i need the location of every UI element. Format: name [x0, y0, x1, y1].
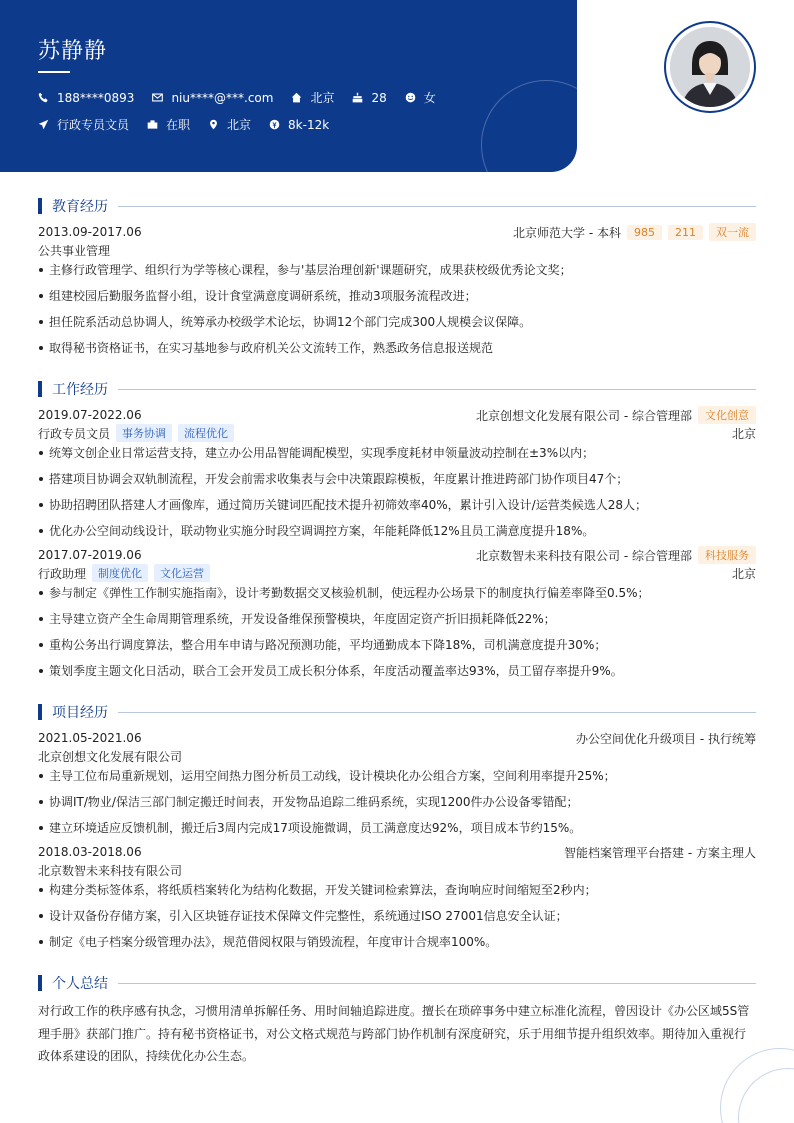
home-icon — [291, 92, 302, 103]
summary-text: 对行政工作的秩序感有执念，习惯用清单拆解任务、用时间轴追踪进度。擅长在琐碎事务中建立标准化流程，曾因设计《办公区域5S管理手册》获部门推广。持有秘书资格证书，对公文格式规范与跨部门协作机制有深度研究，乐于用细节提升组织效率。期待加入重视行政体系建设的团队，持续优化办公生态。 — [38, 1004, 750, 1063]
project-date: 2018.03-2018.06 — [38, 845, 142, 859]
section-summary — [38, 973, 756, 993]
job-target: 行政专员文员 — [57, 118, 130, 132]
section-education — [38, 196, 756, 216]
list-item: 策划季度主题文化日活动，联合工会开发员工成长积分体系，年度活动覆盖率达93%，员工留存率提升9%。 — [38, 662, 756, 680]
skill-tag: 文化运营 — [154, 564, 210, 582]
work-title-row-2 — [38, 564, 756, 582]
skill-tag: 流程优化 — [178, 424, 234, 442]
project-name-role: 智能档案管理平台搭建 - 方案主理人 — [564, 845, 756, 860]
map-pin-icon — [208, 119, 219, 130]
list-item: 担任院系活动总协调人，统筹承办校级学术论坛，协调12个部门完成300人规模会议保障。 — [38, 313, 756, 331]
list-item: 参与制定《弹性工作制实施指南》，设计考勤数据交叉核验机制，使远程办公场景下的制度执行偏差率降至0.5%； — [38, 584, 756, 602]
section-title: 工作经历 — [52, 382, 108, 398]
profile-photo — [670, 27, 750, 107]
list-item: 主修行政管理学、组织行为学等核心课程，参与'基层治理创新'课题研究，成果获校级优秀论文奖； — [38, 261, 756, 279]
skill-tag: 事务协调 — [116, 424, 172, 442]
list-item: 设计双备份存储方案，引入区块链存证技术保障文件完整性，系统通过ISO 27001信息安全认证； — [38, 907, 756, 925]
edu-bullets — [38, 261, 756, 357]
section-title: 项目经历 — [52, 705, 108, 721]
header-banner — [0, 0, 577, 172]
work-date: 2019.07-2022.06 — [38, 408, 142, 422]
phone-item — [38, 91, 134, 105]
list-item: 建立环境适应反馈机制，搬迁后3周内完成17项设施微调，员工满意度达92%，项目成本节约15%。 — [38, 819, 756, 837]
list-item: 主导工位布局重新规划，运用空间热力图分析员工动线，设计模块化办公组合方案，空间利用率提升25%； — [38, 767, 756, 785]
status-item — [147, 116, 190, 133]
section-work — [38, 379, 756, 399]
project-bullets-1 — [38, 767, 756, 837]
gender-item — [405, 89, 436, 106]
project-header-2 — [38, 843, 756, 861]
badge-211: 211 — [668, 225, 703, 240]
list-item: 主导建立资产全生命周期管理系统，开发设备维保预警模块，年度固定资产折旧损耗降低22%； — [38, 610, 756, 628]
email: niu****@***.com — [171, 90, 274, 105]
list-item: 制定《电子档案分级管理办法》，规范借阅权限与销毁流程，年度审计合规率100%。 — [38, 933, 756, 951]
phone: 188****0893 — [57, 90, 135, 105]
list-item: 组建校园后勤服务监督小组，设计食堂满意度调研系统，推动3项服务流程改进； — [38, 287, 756, 305]
list-item: 取得秘书资格证书，在实习基地参与政府机关公文流转工作，熟悉政务信息报送规范 — [38, 339, 756, 357]
list-item: 重构公务出行调度算法，整合用车申请与路况预测功能，平均通勤成本下降18%，司机满意度提升30%； — [38, 636, 756, 654]
section-title: 个人总结 — [52, 976, 108, 992]
list-item: 搭建项目协调会双轨制流程，开发会前需求收集表与会中决策跟踪模板，年度累计推进跨部门协作项目47个； — [38, 470, 756, 488]
industry-badge: 科技服务 — [698, 546, 756, 564]
work-title: 行政专员文员 — [38, 426, 111, 441]
list-item: 统筹文创企业日常运营支持，建立办公用品智能调配模型，实现季度耗材申领量波动控制在±3%以内； — [38, 444, 756, 462]
list-item: 优化办公空间动线设计，联动物业实施分时段空调调控方案，年能耗降低12%且员工满意度提升18%。 — [38, 522, 756, 540]
edu-school: 北京师范大学 - 本科 — [513, 225, 621, 240]
project-company: 北京创想文化发展有限公司 — [38, 749, 183, 764]
contact-row — [38, 89, 454, 106]
project-header-1 — [38, 729, 756, 747]
work-title-row-1 — [38, 424, 756, 442]
work-city: 北京 — [731, 566, 756, 581]
edu-major: 公共事业管理 — [38, 243, 111, 258]
job-target-item — [38, 116, 129, 133]
section-projects — [38, 702, 756, 722]
job-status: 在职 — [166, 118, 191, 132]
project-bullets-2 — [38, 881, 756, 951]
badge-double-first-class: 双一流 — [709, 223, 756, 241]
briefcase-icon — [147, 119, 158, 130]
age: 28 — [371, 90, 387, 105]
edu-date: 2013.09-2017.06 — [38, 225, 142, 239]
email-item — [152, 91, 273, 105]
project-company-row-1 — [38, 747, 756, 765]
work-city: 北京 — [731, 426, 756, 441]
industry-badge: 文化创意 — [698, 406, 756, 424]
cake-icon — [352, 92, 363, 103]
edu-major-row — [38, 241, 756, 259]
project-name-role: 办公空间优化升级项目 - 执行统筹 — [576, 731, 756, 746]
salary: 8k-12k — [288, 117, 330, 132]
candidate-name: 苏静静 — [38, 39, 108, 64]
work-date: 2017.07-2019.06 — [38, 548, 142, 562]
work-header-2 — [38, 546, 756, 564]
decorative-ring — [481, 80, 577, 172]
avatar — [664, 21, 756, 113]
smile-icon — [405, 92, 416, 103]
gender: 女 — [423, 91, 436, 105]
work-header-1 — [38, 406, 756, 424]
project-company: 北京数智未来科技有限公司 — [38, 863, 183, 878]
list-item: 协调IT/物业/保洁三部门制定搬迁时间表，开发物品追踪二维码系统，实现1200件办公设备零错配； — [38, 793, 756, 811]
work-company: 北京创想文化发展有限公司 - 综合管理部 — [476, 408, 692, 423]
phone-icon — [38, 92, 49, 103]
work-bullets-2 — [38, 584, 756, 680]
send-icon — [38, 119, 49, 130]
money-icon — [269, 119, 280, 130]
name-underline — [38, 71, 70, 73]
age-item — [352, 91, 386, 105]
location: 北京 — [310, 91, 335, 105]
location-item — [291, 89, 334, 106]
list-item: 构建分类标签体系，将纸质档案转化为结构化数据，开发关键词检索算法，查询响应时间缩短至2秒内； — [38, 881, 756, 899]
target-city-item — [208, 116, 251, 133]
job-intent-row — [38, 116, 347, 133]
salary-item — [269, 118, 329, 132]
target-city: 北京 — [227, 118, 252, 132]
project-date: 2021.05-2021.06 — [38, 731, 142, 745]
education-header — [38, 223, 756, 241]
mail-icon — [152, 92, 163, 103]
work-company: 北京数智未来科技有限公司 - 综合管理部 — [476, 548, 692, 563]
work-bullets-1 — [38, 444, 756, 540]
badge-985: 985 — [627, 225, 662, 240]
work-title: 行政助理 — [38, 566, 87, 581]
skill-tag: 制度优化 — [92, 564, 148, 582]
project-company-row-2 — [38, 861, 756, 879]
section-title: 教育经历 — [52, 199, 108, 215]
list-item: 协助招聘团队搭建人才画像库，通过简历关键词匹配技术提升初筛效率40%，累计引入设计/运营类候选人28人； — [38, 496, 756, 514]
